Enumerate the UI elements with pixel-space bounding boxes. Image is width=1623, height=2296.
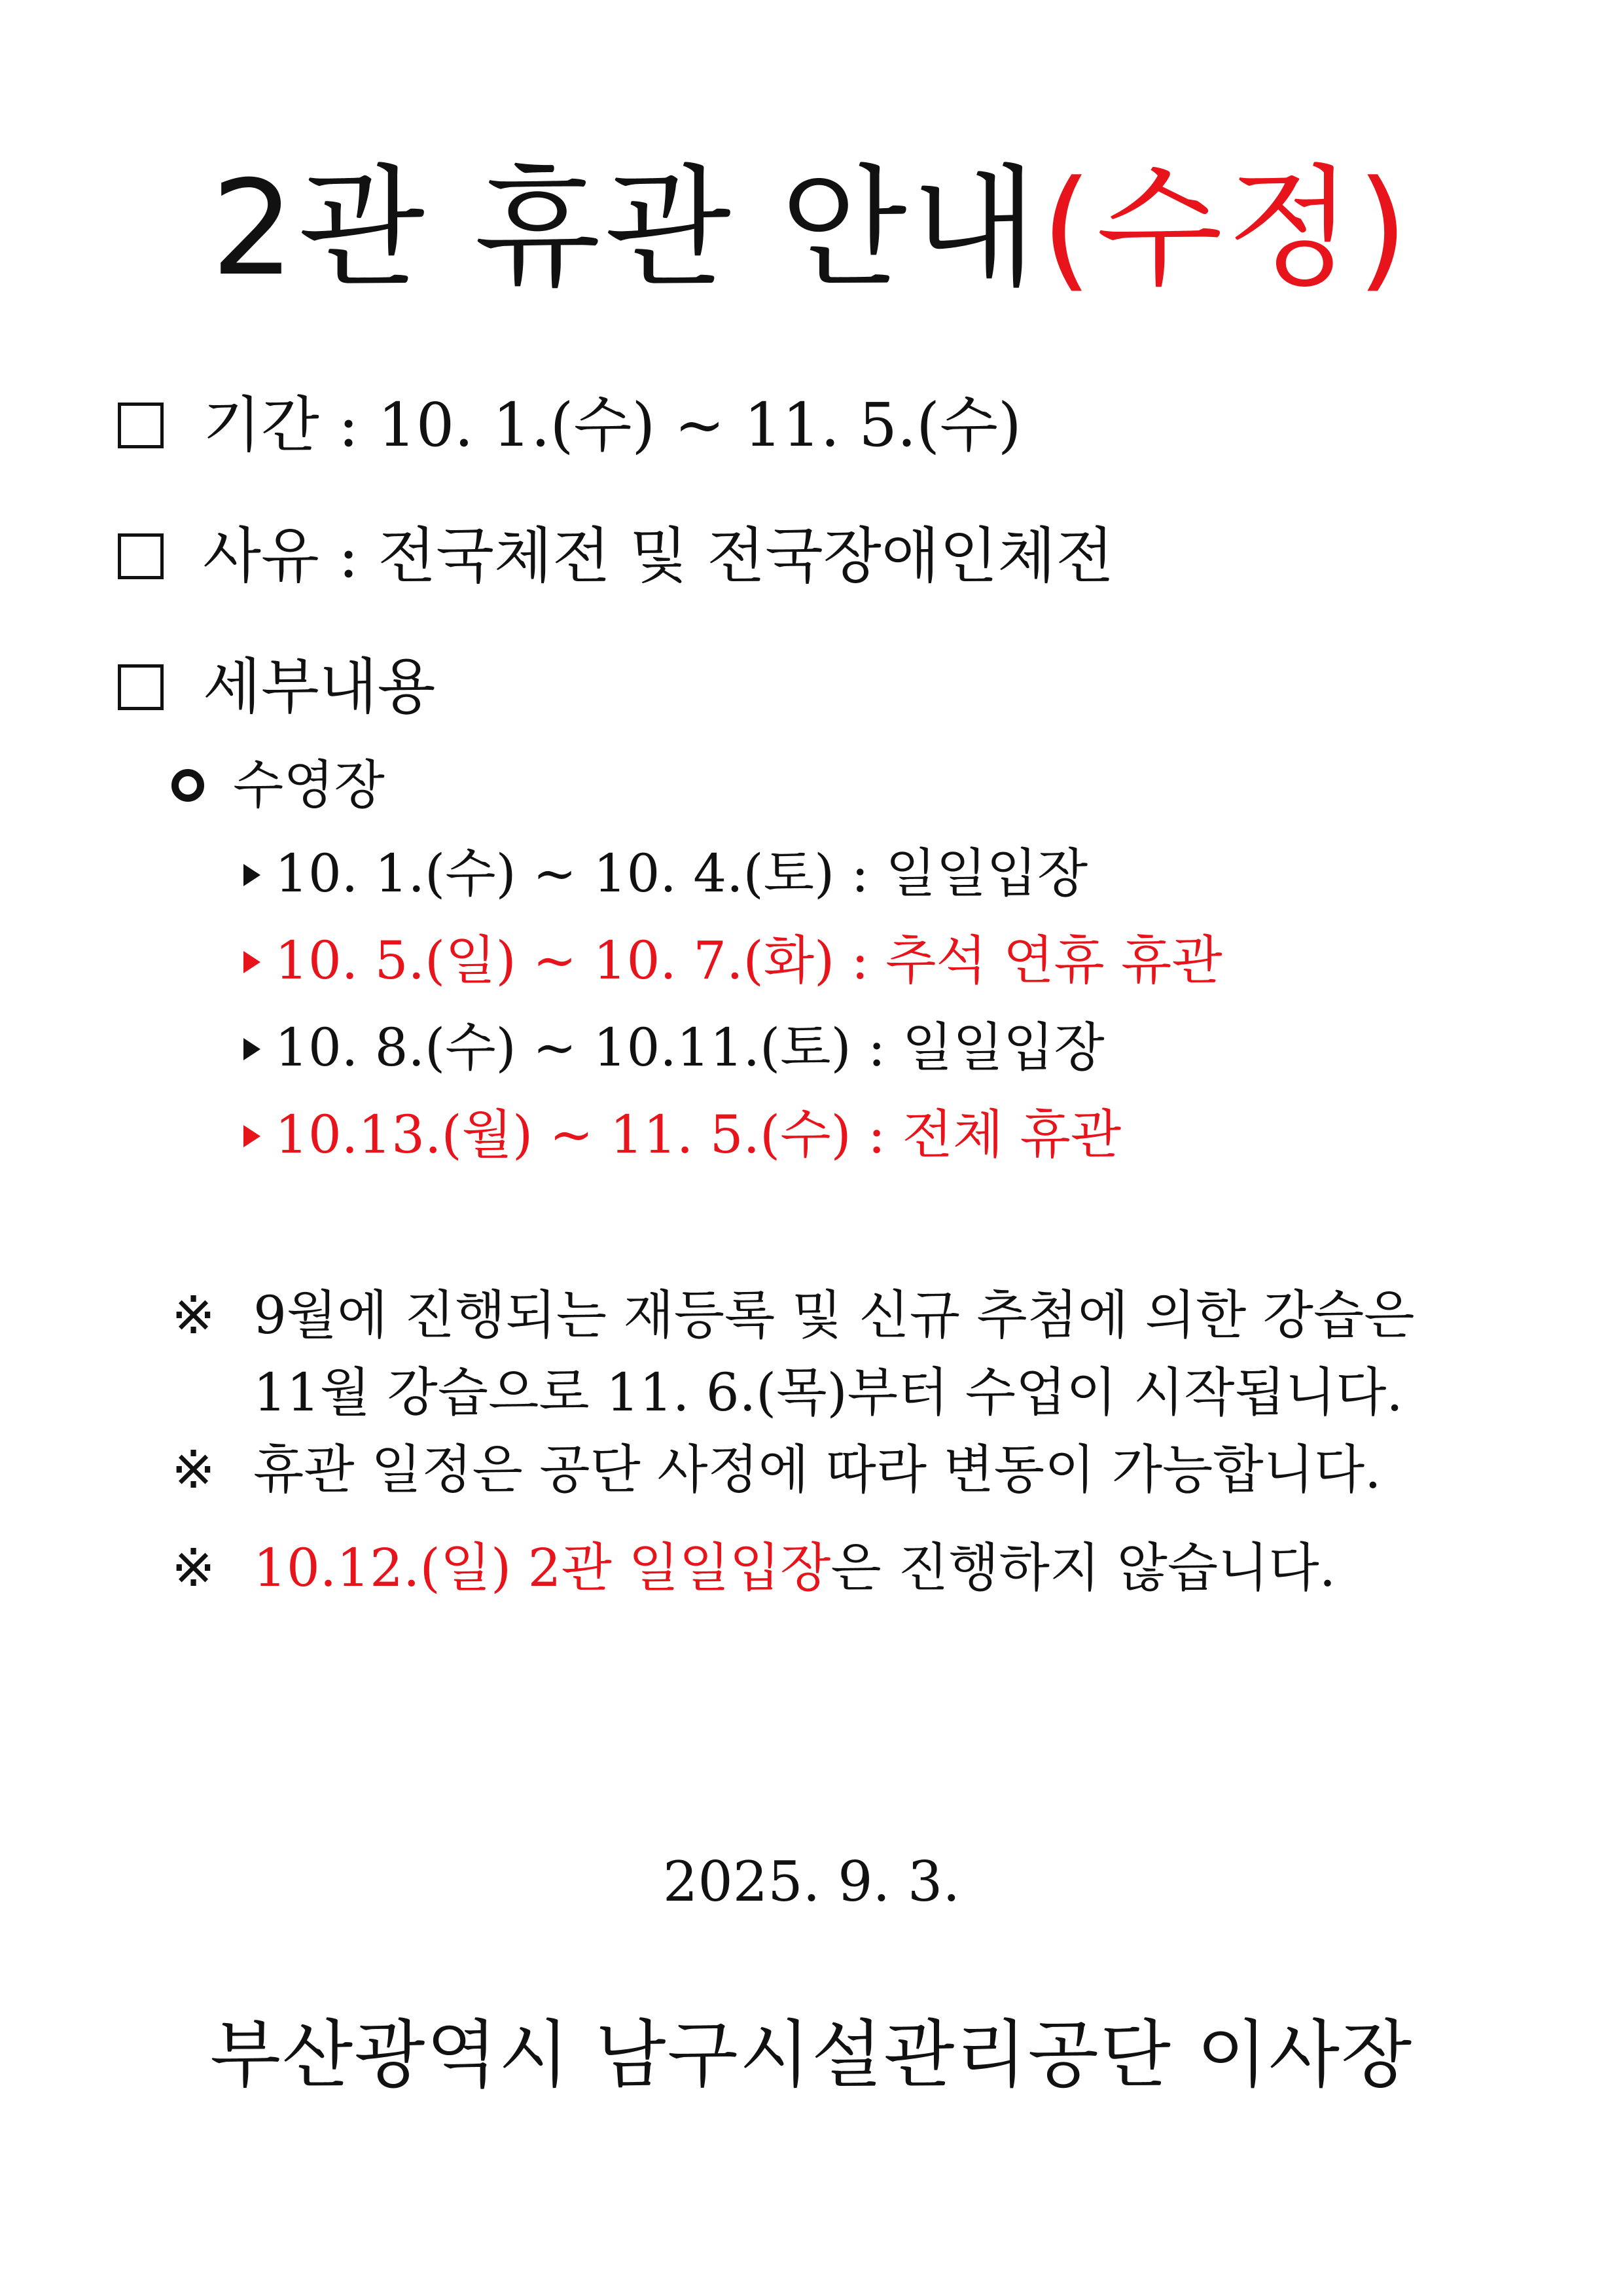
note-text: 9월에 진행되는 재등록 및 신규 추첨에 의한 강습은 — [253, 1285, 1415, 1346]
issuer-signature: 부산광역시 남구시설관리공단 이사장 — [209, 2013, 1414, 2098]
reason-text: 사유 : 전국체전 및 전국장애인체전 — [203, 521, 1115, 591]
title-revision-suffix: (수정) — [1041, 152, 1412, 305]
note-highlight: 10.12.(일) 2관 일일입장 — [253, 1537, 831, 1598]
note-registration — [171, 1283, 1415, 1348]
section-reason — [118, 520, 1114, 592]
circle-bullet-icon — [171, 769, 204, 802]
note-text: 은 진행하지 않습니다. — [830, 1537, 1336, 1598]
title-main: 2관 휴관 안내 — [211, 152, 1041, 305]
note-text: 11월 강습으로 11. 6.(목)부터 수업이 시작됩니다. — [253, 1362, 1403, 1423]
details-heading: 세부내용 — [203, 652, 436, 722]
triangle-bullet-icon — [243, 1038, 260, 1060]
page-title — [0, 151, 1623, 308]
note-schedule-change — [171, 1437, 1382, 1503]
schedule-item — [243, 928, 1222, 994]
facility-heading — [171, 753, 385, 818]
schedule-item-text: 10. 1.(수) ~ 10. 4.(토) : 일일입장 — [275, 843, 1088, 904]
facility-name: 수영장 — [233, 755, 385, 816]
note-text: 휴관 일정은 공단 사정에 따라 변동이 가능합니다. — [253, 1439, 1382, 1500]
schedule-item — [243, 1102, 1121, 1168]
triangle-bullet-icon — [243, 951, 260, 973]
schedule-item-text: 10.13.(월) ~ 11. 5.(수) : 전체 휴관 — [275, 1104, 1122, 1165]
reference-mark-icon: ※ — [171, 1537, 216, 1598]
checkbox-square-icon — [118, 403, 164, 448]
note-registration-continuation — [253, 1360, 1403, 1426]
checkbox-square-icon — [118, 664, 164, 710]
section-period — [118, 389, 1022, 461]
reference-mark-icon: ※ — [171, 1285, 216, 1346]
schedule-item-text: 10. 8.(수) ~ 10.11.(토) : 일일입장 — [275, 1017, 1105, 1078]
reference-mark-icon: ※ — [171, 1439, 216, 1500]
schedule-item — [243, 841, 1088, 906]
note-daily-entry — [171, 1535, 1336, 1601]
schedule-item-text: 10. 5.(일) ~ 10. 7.(화) : 추석 연휴 휴관 — [275, 930, 1222, 991]
issue-date: 2025. 9. 3. — [662, 1850, 961, 1914]
period-text: 기간 : 10. 1.(수) ~ 11. 5.(수) — [203, 390, 1022, 460]
triangle-bullet-icon — [243, 1125, 260, 1147]
section-details — [118, 651, 436, 723]
schedule-item — [243, 1015, 1105, 1081]
checkbox-square-icon — [118, 533, 164, 579]
triangle-bullet-icon — [243, 864, 260, 886]
